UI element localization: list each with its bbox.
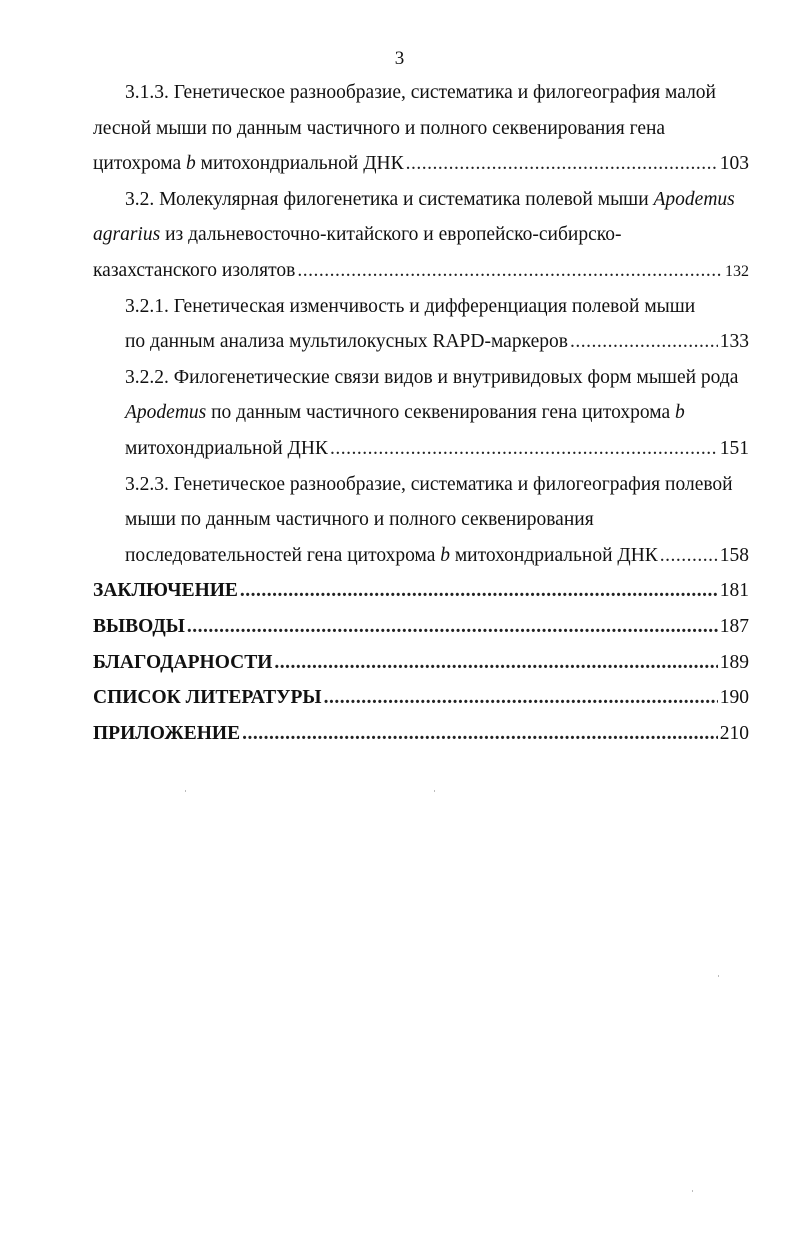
table-of-contents [93, 75, 749, 751]
dot-leader [274, 645, 717, 681]
toc-entry-line: 3.1.3. Генетическое разнообразие, систематика и филогеография малой [125, 82, 716, 103]
dot-leader [570, 324, 718, 360]
toc-entry-last-line [93, 253, 749, 289]
toc-entry-line: 3.2.1. Генетическая изменчивость и дифференциация полевой мыши [125, 295, 696, 317]
scan-speck [692, 1190, 693, 1192]
toc-entry-line: Apodemus по данным частичного секвенирования гена цитохрома b [125, 402, 685, 424]
toc-entry-line: мыши по данным частичного и полного секвенирования [125, 509, 594, 531]
toc-page-number: 133 [719, 331, 749, 353]
toc-entry-title: СПИСОК ЛИТЕРАТУРЫ [93, 687, 322, 709]
toc-entry-line: лесной мыши по данным частичного и полного секвенирования гена [93, 117, 666, 139]
dot-leader [660, 538, 718, 574]
toc-entry-3-1-3[interactable] [93, 75, 749, 182]
toc-entry-line: agrarius из дальневосточно-китайского и европейско-сибирско- [93, 224, 622, 246]
toc-page-number: 103 [719, 153, 749, 175]
toc-entry-last-line [93, 431, 749, 467]
toc-entry-references[interactable] [93, 680, 749, 716]
toc-entry-appendix[interactable] [93, 716, 749, 752]
dot-leader [297, 253, 723, 289]
toc-entry-3-2-2[interactable] [93, 360, 749, 467]
toc-entry-text: цитохрома b митохондриальной ДНК [93, 153, 404, 175]
toc-entry-findings[interactable] [93, 609, 749, 645]
toc-entry-line: 3.2. Молекулярная филогенетика и систематика полевой мыши Apodemus [125, 188, 735, 210]
toc-entry-conclusion[interactable] [93, 573, 749, 609]
scan-speck [434, 790, 435, 792]
toc-entry-text: по данным анализа мультилокусных RAPD-маркеров [125, 331, 568, 353]
toc-page-number: 132 [725, 262, 749, 280]
toc-entry-line: 3.2.2. Филогенетические связи видов и внутривидовых форм мышей рода [125, 366, 739, 388]
dot-leader [242, 716, 718, 752]
toc-entry-3-2-3[interactable] [93, 467, 749, 574]
toc-page-number: 158 [719, 544, 749, 566]
dot-leader [406, 146, 718, 182]
toc-page-number: 181 [719, 580, 749, 602]
page-number: 3 [394, 48, 405, 69]
scan-speck [185, 790, 186, 792]
scan-speck [718, 975, 719, 977]
toc-entry-line: 3.2.3. Генетическое разнообразие, систематика и филогеография полевой [125, 473, 733, 495]
toc-entry-title: БЛАГОДАРНОСТИ [93, 651, 273, 673]
toc-entry-acknowledgements[interactable] [93, 645, 749, 681]
dot-leader [240, 573, 718, 609]
toc-entry-3-2[interactable] [93, 182, 749, 289]
toc-entry-3-2-1[interactable] [93, 289, 749, 360]
toc-page-number: 190 [719, 687, 749, 709]
toc-entry-last-line [93, 538, 749, 574]
dot-leader [187, 609, 718, 645]
toc-page-number: 151 [719, 437, 749, 459]
dot-leader [324, 680, 718, 716]
toc-page-number: 189 [719, 651, 749, 673]
toc-page-number: 187 [719, 615, 749, 637]
toc-entry-title: ЗАКЛЮЧЕНИЕ [93, 580, 238, 602]
toc-entry-last-line [93, 146, 749, 182]
toc-entry-title: ПРИЛОЖЕНИЕ [93, 722, 241, 744]
toc-entry-text: митохондриальной ДНК [125, 437, 328, 459]
toc-page-number: 210 [719, 722, 749, 744]
toc-entry-title: ВЫВОДЫ [93, 615, 185, 637]
toc-entry-text: последовательностей гена цитохрома b митохондриальной ДНК [125, 544, 658, 566]
toc-entry-text: казахстанского изолятов [93, 259, 296, 281]
dot-leader [330, 431, 718, 467]
toc-entry-last-line [93, 324, 749, 360]
